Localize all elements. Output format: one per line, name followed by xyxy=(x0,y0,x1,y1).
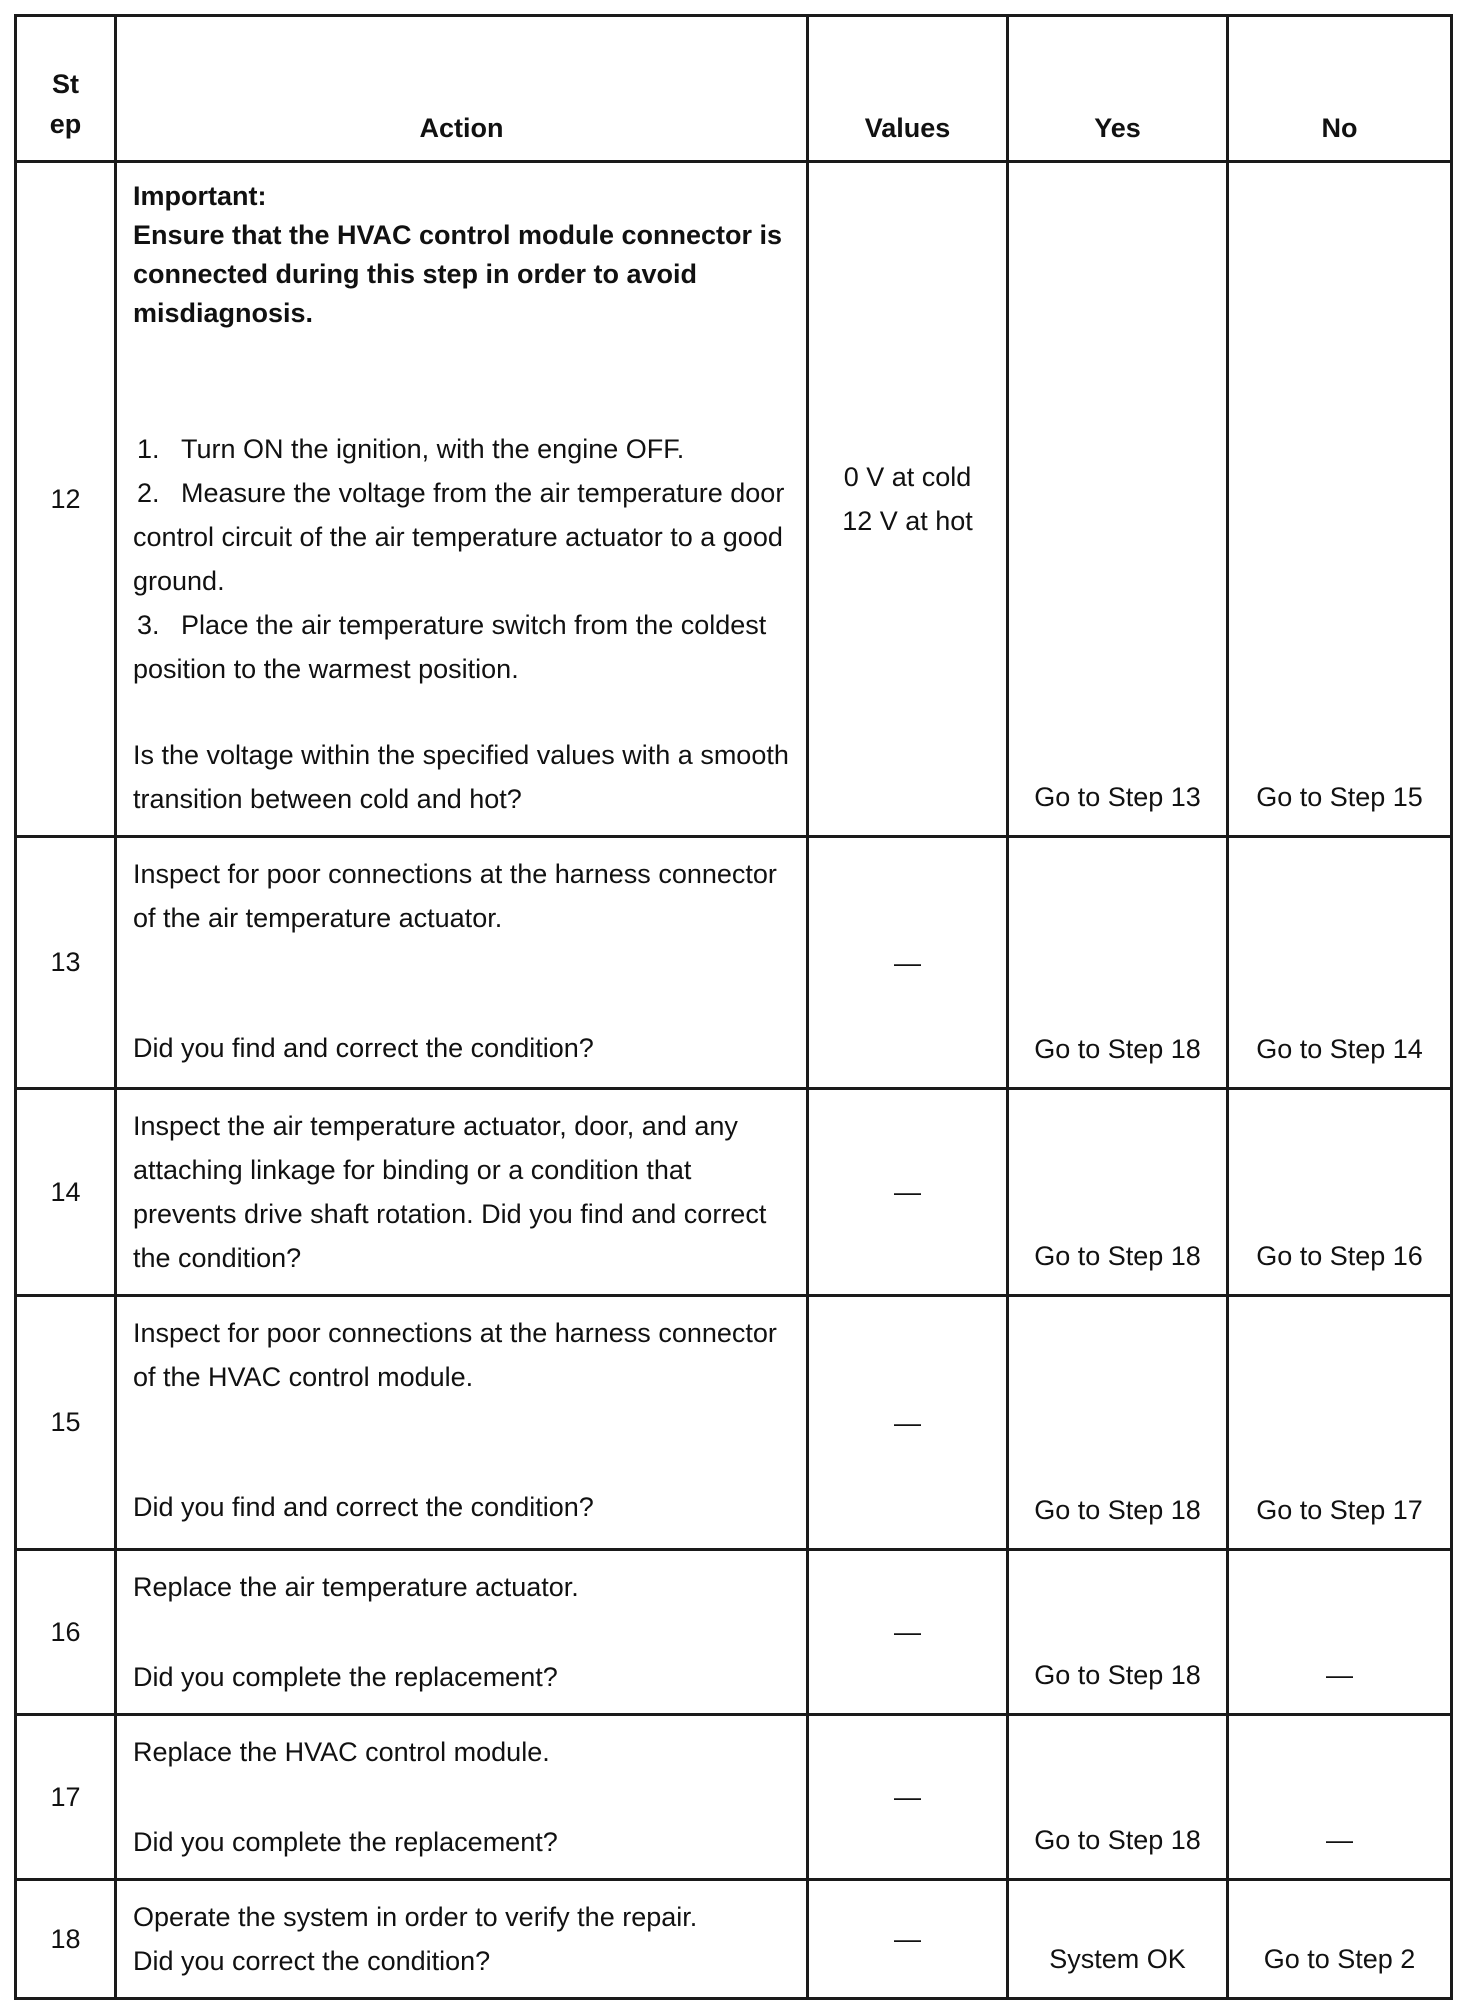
action-cell xyxy=(116,1715,808,1880)
header-no: No xyxy=(1228,16,1452,162)
item-text: Turn ON the ignition, with the engine OFF. xyxy=(181,434,685,464)
question-text: Did you correct the condition? xyxy=(133,1946,491,1976)
values-cell: — xyxy=(808,1089,1008,1296)
values-cell: — xyxy=(808,1550,1008,1715)
table-row xyxy=(16,1550,1452,1715)
no-cell: Go to Step 14 xyxy=(1228,837,1452,1089)
item-number: 2. xyxy=(137,478,160,508)
header-yes: Yes xyxy=(1008,16,1228,162)
list-item xyxy=(133,603,792,691)
header-step xyxy=(16,16,116,162)
header-action: Action xyxy=(116,16,808,162)
table-row xyxy=(16,1715,1452,1880)
action-text: Replace the HVAC control module. xyxy=(133,1737,550,1767)
important-label: Important: xyxy=(133,181,267,211)
no-cell: Go to Step 17 xyxy=(1228,1296,1452,1550)
action-cell xyxy=(116,1296,808,1550)
item-text: Measure the voltage from the air temperature door control circuit of the air temperature actuator to a good ground. xyxy=(133,478,785,596)
values-cell: — xyxy=(808,837,1008,1089)
action-text: Operate the system in order to verify the repair. xyxy=(133,1902,698,1932)
yes-cell: System OK xyxy=(1008,1880,1228,1999)
yes-cell: Go to Step 13 xyxy=(1008,162,1228,837)
header-step-line2: ep xyxy=(49,109,82,139)
no-cell: — xyxy=(1228,1715,1452,1880)
step-number: 13 xyxy=(16,837,116,1089)
question-text: Did you find and correct the condition? xyxy=(133,1033,594,1063)
question-text: Did you complete the replacement? xyxy=(133,1827,558,1857)
diagnostic-table xyxy=(14,14,1453,2000)
step-number: 18 xyxy=(16,1880,116,1999)
list-item xyxy=(133,471,792,603)
header-values: Values xyxy=(808,16,1008,162)
action-cell: Inspect the air temperature actuator, door, and any attaching linkage for binding or a condition that prevents drive shaft rotation. Did you find and correct the condition? xyxy=(116,1089,808,1296)
table-row xyxy=(16,837,1452,1089)
table-row xyxy=(16,162,1452,837)
header-step-line1: St xyxy=(52,69,79,99)
action-cell xyxy=(116,162,808,837)
question-text: Did you complete the replacement? xyxy=(133,1662,558,1692)
item-text: Place the air temperature switch from the coldest position to the warmest position. xyxy=(133,610,767,684)
table-row xyxy=(16,1296,1452,1550)
header-row xyxy=(16,16,1452,162)
yes-cell: Go to Step 18 xyxy=(1008,1089,1228,1296)
no-cell: Go to Step 16 xyxy=(1228,1089,1452,1296)
item-number: 1. xyxy=(137,434,160,464)
value-hot: 12 V at hot xyxy=(842,506,973,536)
table-row xyxy=(16,1089,1452,1296)
values-cell xyxy=(808,162,1008,837)
yes-cell: Go to Step 18 xyxy=(1008,1715,1228,1880)
action-text: Replace the air temperature actuator. xyxy=(133,1572,579,1602)
action-cell xyxy=(116,1880,808,1999)
important-note xyxy=(133,177,792,333)
action-text: Inspect for poor connections at the harness connector of the HVAC control module. xyxy=(133,1318,777,1392)
yes-cell: Go to Step 18 xyxy=(1008,1296,1228,1550)
no-cell: Go to Step 2 xyxy=(1228,1880,1452,1999)
step-number: 12 xyxy=(16,162,116,837)
step-number: 16 xyxy=(16,1550,116,1715)
step-number: 17 xyxy=(16,1715,116,1880)
values-cell: — xyxy=(808,1296,1008,1550)
question-text: Is the voltage within the specified values with a smooth transition between cold and hot? xyxy=(133,740,789,814)
no-cell: Go to Step 15 xyxy=(1228,162,1452,837)
step-number: 14 xyxy=(16,1089,116,1296)
values-cell: — xyxy=(808,1880,1008,1999)
item-number: 3. xyxy=(137,610,160,640)
action-cell xyxy=(116,1550,808,1715)
step-number: 15 xyxy=(16,1296,116,1550)
values-cell: — xyxy=(808,1715,1008,1880)
yes-cell: Go to Step 18 xyxy=(1008,1550,1228,1715)
no-cell: — xyxy=(1228,1550,1452,1715)
value-cold: 0 V at cold xyxy=(843,462,972,492)
important-text: Ensure that the HVAC control module connector is connected during this step in order to avoid misdiagnosis. xyxy=(133,220,783,328)
procedure-list xyxy=(133,427,792,691)
table-row xyxy=(16,1880,1452,1999)
action-text: Inspect for poor connections at the harness connector of the air temperature actuator. xyxy=(133,859,777,933)
question-text: Did you find and correct the condition? xyxy=(133,1492,594,1522)
list-item xyxy=(133,427,792,471)
yes-cell: Go to Step 18 xyxy=(1008,837,1228,1089)
action-cell xyxy=(116,837,808,1089)
